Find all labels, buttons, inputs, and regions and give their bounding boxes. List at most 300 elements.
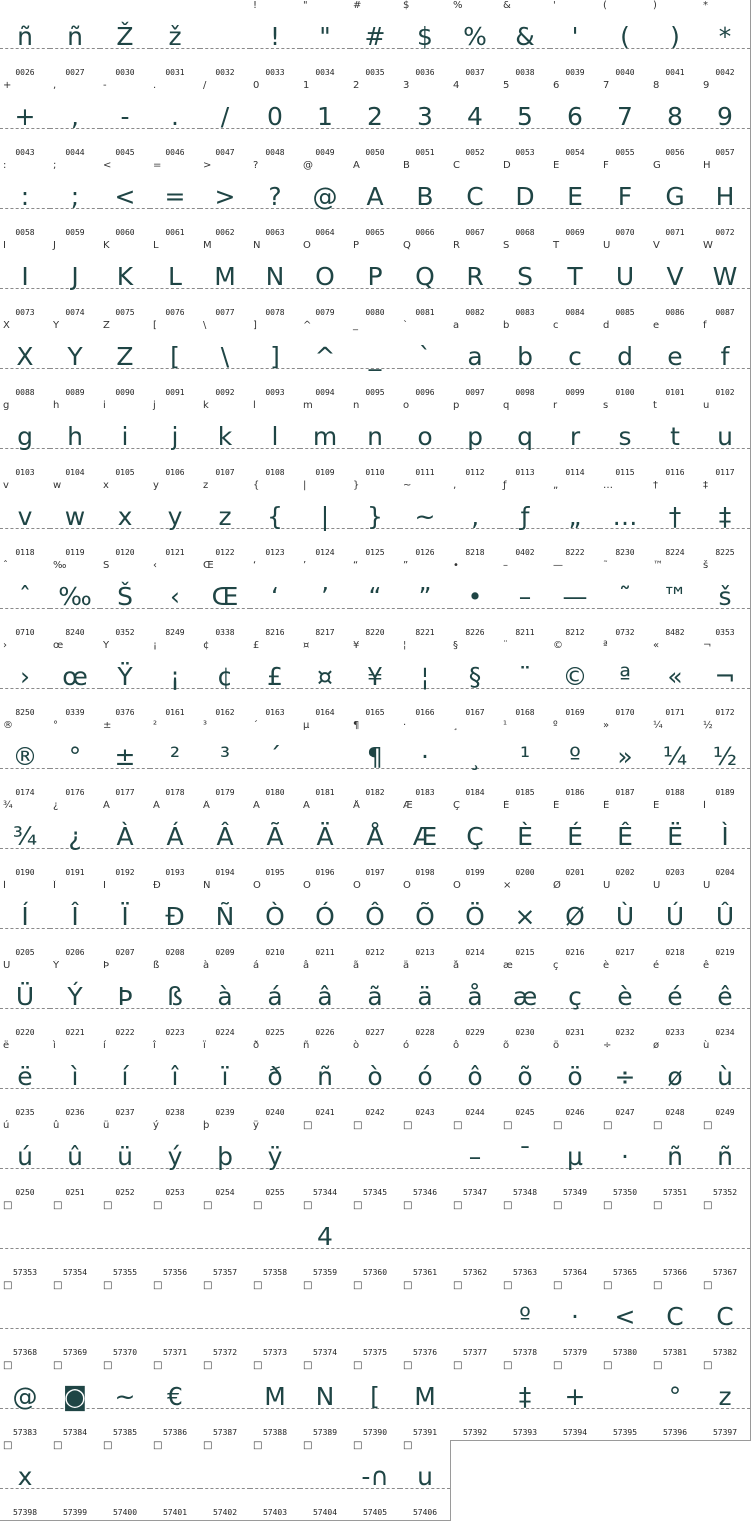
- glyph-sample: [650, 1219, 700, 1255]
- glyph-label: B: [403, 160, 410, 171]
- glyph-label: š: [703, 560, 709, 571]
- glyph-label: a: [453, 320, 460, 331]
- glyph-sample: [200, 1379, 250, 1415]
- glyph-sample: Ú: [665, 902, 685, 931]
- glyph-label: □: [503, 1280, 513, 1291]
- glyph-sample: L: [168, 262, 182, 291]
- glyph-label: ú: [3, 1120, 10, 1131]
- glyph-label: □: [103, 1360, 113, 1371]
- glyph-cell: [200, 1200, 251, 1281]
- glyph-label: É: [553, 800, 560, 811]
- glyph-sample: °: [68, 742, 82, 771]
- glyph-cell: [550, 0, 601, 81]
- glyph-sample: ¬: [714, 662, 736, 691]
- glyph-code: 0125: [365, 548, 385, 557]
- glyph-code: 8220: [365, 628, 385, 637]
- glyph-sample: š: [718, 582, 732, 611]
- glyph-label: ÷: [603, 1040, 612, 1051]
- glyph-sample: Å: [366, 822, 384, 851]
- glyph-label: z: [203, 480, 209, 491]
- glyph-code: 0094: [315, 388, 335, 397]
- glyph-sample: t: [670, 422, 680, 451]
- glyph-sample: C: [666, 1302, 684, 1331]
- glyph-code: 0206: [65, 948, 85, 957]
- glyph-code: 0056: [665, 148, 685, 157]
- glyph-cell: [600, 1280, 651, 1361]
- glyph-sample: [250, 1219, 300, 1255]
- glyph-sample: +: [564, 1382, 586, 1411]
- glyph-label: ü: [103, 1120, 110, 1131]
- glyph-label: |: [303, 480, 307, 491]
- glyph-cell: [500, 1040, 551, 1121]
- glyph-cell: [600, 560, 651, 641]
- glyph-code: 0207: [115, 948, 135, 957]
- glyph-code: 57351: [662, 1188, 688, 1197]
- glyph-sample: $: [417, 22, 433, 51]
- glyph-code: 0225: [265, 1028, 285, 1037]
- glyph-cell: [300, 560, 351, 641]
- glyph-code: 0166: [415, 708, 435, 717]
- glyph-cell: [500, 240, 551, 321]
- glyph-cell: [400, 160, 451, 241]
- glyph-code: 0124: [315, 548, 335, 557]
- glyph-sample: x: [17, 1462, 33, 1491]
- glyph-label: +: [3, 80, 12, 91]
- glyph-code: 57360: [362, 1268, 388, 1277]
- glyph-code: 57376: [412, 1348, 438, 1357]
- glyph-cell: [0, 320, 51, 401]
- glyph-sample: &: [515, 22, 535, 51]
- glyph-code: 57358: [262, 1268, 288, 1277]
- glyph-sample: \: [220, 342, 230, 371]
- glyph-cell: [50, 560, 101, 641]
- glyph-code: 0031: [165, 68, 185, 77]
- glyph-code: 57347: [462, 1188, 488, 1197]
- glyph-code: 0205: [15, 948, 35, 957]
- glyph-cell: [550, 240, 601, 321]
- glyph-code: 0073: [15, 308, 35, 317]
- glyph-cell: [50, 1120, 101, 1201]
- glyph-label: ¹: [503, 720, 508, 731]
- glyph-cell: [50, 1200, 101, 1281]
- glyph-sample: ý: [167, 1142, 183, 1171]
- glyph-cell: [200, 400, 251, 481]
- glyph-sample: Q: [415, 262, 435, 291]
- glyph-cell: [100, 1440, 151, 1521]
- glyph-code: 0100: [615, 388, 635, 397]
- glyph-label: k: [203, 400, 209, 411]
- glyph-code: 0247: [615, 1108, 635, 1117]
- glyph-code: 0201: [565, 868, 585, 877]
- glyph-sample: [150, 1219, 200, 1255]
- glyph-sample: I: [21, 262, 29, 291]
- glyph-sample: [350, 1219, 400, 1255]
- glyph-label: º: [553, 720, 558, 731]
- glyph-label: E: [553, 160, 560, 171]
- glyph-code: 0168: [515, 708, 535, 717]
- glyph-cell: [700, 880, 751, 961]
- glyph-label: □: [403, 1200, 413, 1211]
- glyph-cell: [700, 320, 751, 401]
- glyph-code: 0082: [465, 308, 485, 317]
- glyph-sample: Á: [166, 822, 184, 851]
- glyph-sample: n: [367, 422, 383, 451]
- glyph-label: ö: [553, 1040, 560, 1051]
- glyph-sample: u: [717, 422, 733, 451]
- glyph-label: ^: [303, 320, 312, 331]
- glyph-sample: Ê: [617, 822, 633, 851]
- glyph-sample: (: [620, 22, 630, 51]
- glyph-label: □: [303, 1360, 313, 1371]
- glyph-label: 6: [553, 80, 560, 91]
- glyph-sample: [600, 1379, 650, 1415]
- glyph-cell: [150, 480, 201, 561]
- glyph-sample: ¹: [519, 742, 531, 771]
- glyph-cell: [300, 720, 351, 801]
- glyph-code: 0090: [115, 388, 135, 397]
- glyph-sample: Õ: [415, 902, 435, 931]
- glyph-cell: [400, 1200, 451, 1281]
- glyph-cell: [200, 480, 251, 561]
- glyph-cell: [450, 240, 501, 321]
- glyph-sample: }: [367, 502, 383, 531]
- glyph-code: 0233: [665, 1028, 685, 1037]
- glyph-code: 0196: [315, 868, 335, 877]
- glyph-label: Ù: [603, 880, 611, 891]
- glyph-sample: ñ: [67, 22, 83, 51]
- glyph-code: 0040: [615, 68, 635, 77]
- glyph-label: Ê: [603, 800, 610, 811]
- glyph-sample: „: [568, 502, 582, 531]
- glyph-code: 57367: [712, 1268, 738, 1277]
- glyph-code: 0081: [415, 308, 435, 317]
- glyph-label: m: [303, 400, 313, 411]
- glyph-cell: [650, 160, 701, 241]
- glyph-sample: Ó: [315, 902, 335, 931]
- glyph-cell: [0, 1040, 51, 1121]
- glyph-cell: [250, 1440, 301, 1521]
- glyph-label: ’: [303, 560, 307, 571]
- glyph-sample: [300, 739, 350, 775]
- glyph-cell: [0, 1200, 51, 1281]
- glyph-sample: ˆ: [18, 582, 32, 611]
- glyph-code: 0178: [165, 788, 185, 797]
- glyph-sample: M: [414, 1382, 436, 1411]
- glyph-cell: [550, 1040, 601, 1121]
- glyph-label: Ð: [153, 880, 161, 891]
- glyph-cell: [0, 240, 51, 321]
- glyph-cell: [0, 880, 51, 961]
- glyph-cell: [400, 960, 451, 1041]
- glyph-sample: >: [214, 182, 236, 211]
- glyph-cell: [0, 1280, 51, 1361]
- glyph-code: 0121: [165, 548, 185, 557]
- glyph-label: §: [453, 640, 458, 651]
- glyph-code: 0063: [265, 228, 285, 237]
- glyph-label: ð: [253, 1040, 260, 1051]
- glyph-sample: Ö: [465, 902, 485, 931]
- glyph-code: 57390: [362, 1428, 388, 1437]
- glyph-cell: [450, 960, 501, 1041]
- glyph-sample: ì: [71, 1062, 79, 1091]
- glyph-cell: [250, 1200, 301, 1281]
- glyph-code: 0087: [715, 308, 735, 317]
- glyph-cell: [550, 880, 601, 961]
- glyph-code: 0237: [115, 1108, 135, 1117]
- glyph-label: ": [303, 0, 308, 11]
- glyph-sample: Ç: [466, 822, 484, 851]
- glyph-label: p: [453, 400, 460, 411]
- glyph-code: 0074: [65, 308, 85, 317]
- glyph-label: ¶: [353, 720, 360, 731]
- glyph-code: 0254: [215, 1188, 235, 1197]
- glyph-cell: [400, 1360, 451, 1441]
- glyph-code: 57352: [712, 1188, 738, 1197]
- glyph-cell: [300, 800, 351, 881]
- glyph-sample: ]: [270, 342, 280, 371]
- glyph-label: •: [453, 560, 459, 571]
- glyph-label: □: [653, 1280, 663, 1291]
- glyph-label: î: [153, 1040, 156, 1051]
- glyph-code: 8212: [565, 628, 585, 637]
- glyph-code: 0191: [65, 868, 85, 877]
- glyph-label: þ: [203, 1120, 210, 1131]
- glyph-label: □: [53, 1200, 63, 1211]
- glyph-label: ã: [353, 960, 360, 971]
- glyph-sample: [250, 1459, 300, 1495]
- glyph-sample: ;: [70, 182, 80, 211]
- glyph-code: 57373: [262, 1348, 288, 1357]
- glyph-label: D: [503, 160, 511, 171]
- glyph-label: Ÿ: [103, 640, 110, 651]
- glyph-sample: õ: [517, 1062, 533, 1091]
- glyph-label: ¦: [403, 640, 407, 651]
- glyph-cell: [150, 640, 201, 721]
- glyph-cell: [50, 480, 101, 561]
- glyph-label: 2: [353, 80, 360, 91]
- glyph-label: í: [103, 1040, 106, 1051]
- glyph-code: 0231: [565, 1028, 585, 1037]
- glyph-label: 9: [703, 80, 710, 91]
- glyph-code: 57405: [362, 1508, 388, 1517]
- glyph-code: 57354: [62, 1268, 88, 1277]
- glyph-cell: [0, 1120, 51, 1201]
- glyph-code: 0402: [515, 548, 535, 557]
- glyph-sample: ": [319, 22, 331, 51]
- glyph-label: g: [3, 400, 10, 411]
- glyph-code: 0732: [615, 628, 635, 637]
- glyph-label: .: [153, 80, 157, 91]
- glyph-cell: [200, 1360, 251, 1441]
- glyph-cell: [0, 720, 51, 801]
- glyph-code: 57369: [62, 1348, 88, 1357]
- glyph-code: 57387: [212, 1428, 238, 1437]
- glyph-label: ‚: [453, 480, 457, 491]
- glyph-code: 0043: [15, 148, 35, 157]
- glyph-sample: A: [366, 182, 384, 211]
- glyph-sample: æ: [512, 982, 538, 1011]
- glyph-cell: [500, 560, 551, 641]
- glyph-label: □: [103, 1200, 113, 1211]
- glyph-label: Œ: [203, 560, 214, 571]
- glyph-cell: [400, 400, 451, 481]
- glyph-cell: [200, 560, 251, 641]
- glyph-code: 0222: [115, 1028, 135, 1037]
- glyph-sample: 3: [417, 102, 433, 131]
- glyph-label: □: [403, 1120, 413, 1131]
- glyph-label: □: [703, 1360, 713, 1371]
- glyph-code: 8250: [15, 708, 35, 717]
- glyph-sample: ’: [321, 582, 329, 611]
- glyph-cell: [350, 1280, 401, 1361]
- glyph-sample: ¿: [68, 822, 82, 851]
- glyph-sample: ƒ: [520, 502, 530, 531]
- glyph-code: 0176: [65, 788, 85, 797]
- glyph-code: 0116: [665, 468, 685, 477]
- glyph-sample: ®: [12, 742, 38, 771]
- glyph-sample: í: [121, 1062, 129, 1091]
- glyph-sample: *: [718, 22, 732, 51]
- glyph-code: 0164: [315, 708, 335, 717]
- glyph-sample: ê: [717, 982, 733, 1011]
- glyph-label: 7: [603, 80, 610, 91]
- glyph-sample: Z: [116, 342, 134, 371]
- glyph-cell: [150, 160, 201, 241]
- glyph-label: 5: [503, 80, 510, 91]
- glyph-label: Þ: [103, 960, 110, 971]
- glyph-code: 0226: [315, 1028, 335, 1037]
- glyph-sample: T: [567, 262, 583, 291]
- glyph-sample: H: [715, 182, 735, 211]
- glyph-label: ¬: [703, 640, 712, 651]
- glyph-label: □: [603, 1360, 613, 1371]
- glyph-code: 0067: [465, 228, 485, 237]
- glyph-label: 0: [253, 80, 260, 91]
- glyph-sample: 8: [667, 102, 683, 131]
- glyph-code: 0101: [665, 388, 685, 397]
- glyph-code: 0098: [515, 388, 535, 397]
- glyph-code: 0041: [665, 68, 685, 77]
- glyph-sample: ·: [571, 1302, 579, 1331]
- glyph-sample: u: [417, 1462, 433, 1491]
- glyph-code: 57348: [512, 1188, 538, 1197]
- glyph-label: □: [153, 1280, 163, 1291]
- glyph-label: □: [553, 1360, 563, 1371]
- glyph-sample: V: [666, 262, 684, 291]
- glyph-code: 0046: [165, 148, 185, 157]
- glyph-sample: i: [121, 422, 129, 451]
- glyph-label: À: [103, 800, 110, 811]
- glyph-code: 0188: [665, 788, 685, 797]
- glyph-code: 0194: [215, 868, 235, 877]
- glyph-sample: <: [114, 182, 136, 211]
- glyph-cell: [250, 640, 301, 721]
- glyph-label: /: [203, 80, 207, 91]
- glyph-cell: [700, 480, 751, 561]
- glyph-cell: [400, 720, 451, 801]
- glyph-sample: ö: [567, 1062, 583, 1091]
- glyph-code: 0093: [265, 388, 285, 397]
- glyph-cell: [650, 320, 701, 401]
- glyph-code: 0214: [465, 948, 485, 957]
- glyph-sample: ±: [114, 742, 136, 771]
- glyph-sample: [500, 1219, 550, 1255]
- glyph-code: 0200: [515, 868, 535, 877]
- glyph-code: 57393: [512, 1428, 538, 1437]
- glyph-sample: [450, 1219, 500, 1255]
- glyph-label: □: [253, 1360, 263, 1371]
- glyph-sample: ô: [467, 1062, 483, 1091]
- glyph-code: 0048: [265, 148, 285, 157]
- glyph-cell: [450, 400, 501, 481]
- glyph-label: ²: [153, 720, 158, 731]
- glyph-cell: [550, 1200, 601, 1281]
- glyph-code: 57365: [612, 1268, 638, 1277]
- glyph-cell: [600, 1120, 651, 1201]
- glyph-code: 0051: [415, 148, 435, 157]
- glyph-cell: [400, 560, 451, 641]
- glyph-label: %: [453, 0, 463, 11]
- glyph-code: 0107: [215, 468, 235, 477]
- glyph-label: ï: [203, 1040, 206, 1051]
- glyph-sample: %: [463, 22, 487, 51]
- glyph-sample: Â: [216, 822, 234, 851]
- glyph-label: é: [653, 960, 660, 971]
- glyph-cell: [650, 80, 701, 161]
- glyph-label: □: [353, 1280, 363, 1291]
- glyph-sample: €: [167, 1382, 183, 1411]
- glyph-code: 57389: [312, 1428, 338, 1437]
- glyph-label: !: [253, 0, 258, 11]
- glyph-code: 0062: [215, 228, 235, 237]
- glyph-sample: |: [320, 502, 330, 531]
- glyph-code: 0252: [115, 1188, 135, 1197]
- glyph-sample: Ò: [265, 902, 285, 931]
- glyph-label: ù: [703, 1040, 710, 1051]
- glyph-label: ¤: [303, 640, 310, 651]
- glyph-cell: [550, 640, 601, 721]
- glyph-code: 0211: [315, 948, 335, 957]
- glyph-code: 0079: [315, 308, 335, 317]
- glyph-cell: [100, 720, 151, 801]
- glyph-cell: [400, 1040, 451, 1121]
- glyph-code: 0099: [565, 388, 585, 397]
- glyph-sample: ¼: [662, 742, 688, 771]
- glyph-cell: [50, 0, 101, 81]
- glyph-code: 0026: [15, 68, 35, 77]
- glyph-label: Á: [153, 800, 160, 811]
- glyph-cell: [500, 880, 551, 961]
- glyph-code: 57399: [62, 1508, 88, 1517]
- glyph-label: ä: [403, 960, 410, 971]
- glyph-sample: û: [67, 1142, 83, 1171]
- glyph-code: 57379: [562, 1348, 588, 1357]
- glyph-sample: @: [312, 182, 338, 211]
- glyph-cell: [250, 0, 301, 81]
- glyph-code: 0710: [15, 628, 35, 637]
- glyph-label: õ: [503, 1040, 510, 1051]
- glyph-label: ·: [403, 720, 407, 731]
- glyph-code: 0353: [715, 628, 735, 637]
- glyph-code: 0183: [415, 788, 435, 797]
- glyph-sample: ó: [417, 1062, 433, 1091]
- glyph-code: 57363: [512, 1268, 538, 1277]
- glyph-sample: [100, 1219, 150, 1255]
- glyph-cell: [500, 1200, 551, 1281]
- glyph-code: 57356: [162, 1268, 188, 1277]
- glyph-code: 0250: [15, 1188, 35, 1197]
- glyph-sample: ·: [621, 1142, 629, 1171]
